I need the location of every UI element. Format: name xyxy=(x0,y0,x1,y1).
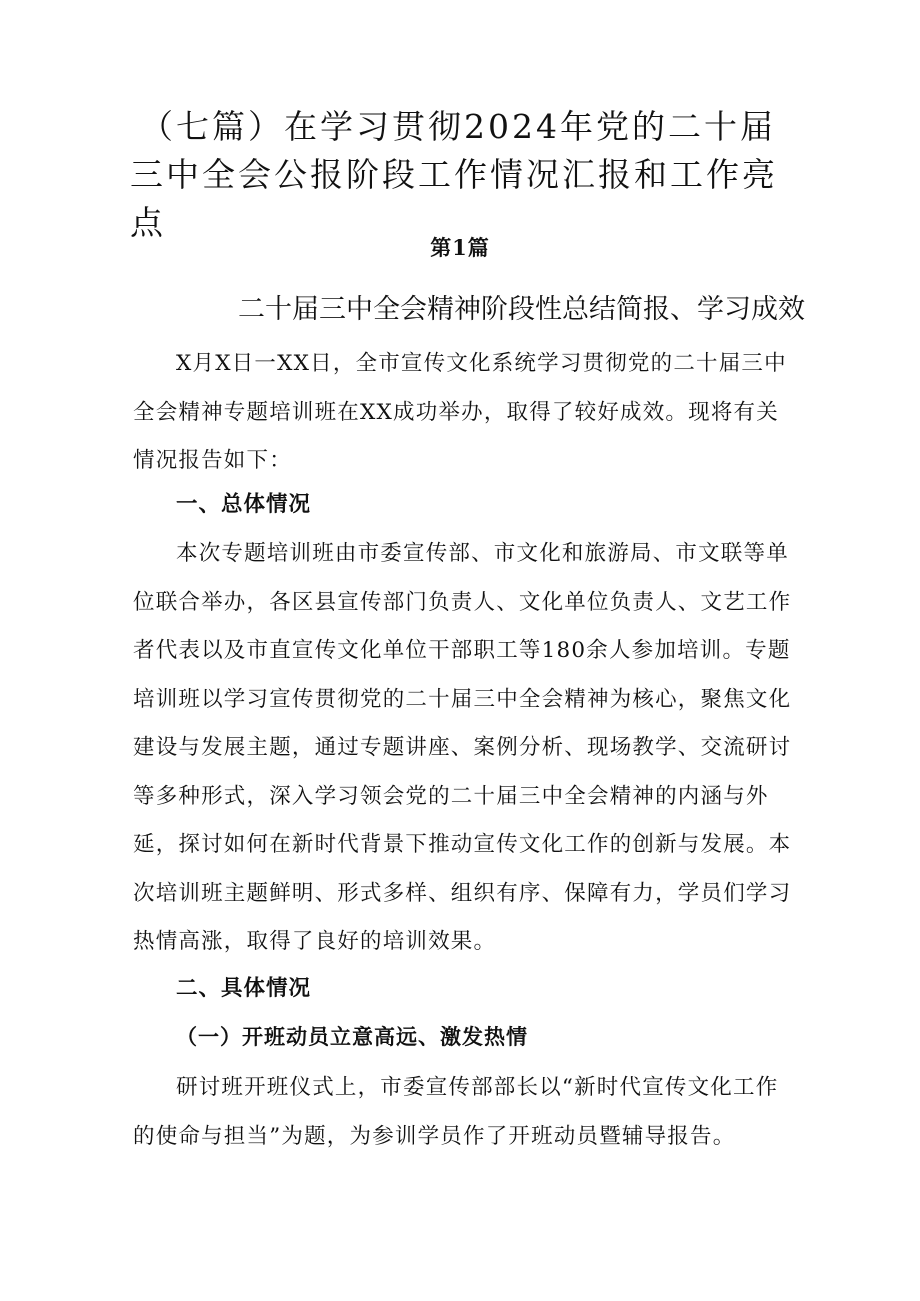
document-subtitle: 二十届三中全会精神阶段性总结简报、学习成效 xyxy=(238,294,805,325)
heading-details: 二、具体情况 xyxy=(176,976,312,1001)
opening-paragraph: 研讨班开班仪式上，市委宣传部部长以“新时代宣传文化工作的使命与担当”为题，为参训学员作了开班动员暨辅导报告。 xyxy=(133,1075,779,1149)
overall-paragraph: 本次专题培训班由市委宣传部、市文化和旅游局、市文联等单位联合举办，各区县宣传部门负责人、文化单位负责人、文艺工作者代表以及市直宣传文化单位干部职工等180余人参加培训。专题培训班以学习宣传贯彻党的二十届三中全会精神为核心，聚焦文化建设与发展主题，通过专题讲座、案例分析、现场教学、交流研讨等多种形式，深入学习领会党的二十届三中全会精神的内涵与外延，探讨如何在新时代背景下推动宣传文化工作的创新与发展。本次培训班主题鲜明、形式多样、组织有序、保障有力，学员们学习热情高涨，取得了良好的培训效果。 xyxy=(133,541,792,954)
section-label: 第1篇 xyxy=(430,235,490,260)
document-title: （七篇）在学习贯彻2024年党的二十届三中全会公报阶段工作情况汇报和工作亮点 xyxy=(130,107,778,242)
intro-paragraph: X月X日一XX日，全市宣传文化系统学习贯彻党的二十届三中全会精神专题培训班在XX成功举办，取得了较好成效。现将有关情况报告如下： xyxy=(133,351,787,473)
heading-overall: 一、总体情况 xyxy=(176,492,312,517)
subheading-opening: （一）开班动员立意高远、激发热情 xyxy=(176,1024,528,1049)
